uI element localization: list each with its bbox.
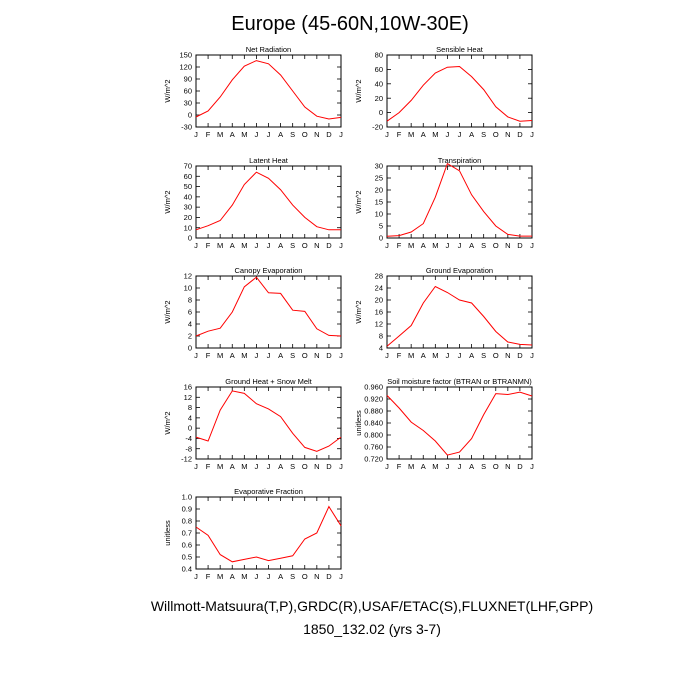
x-tick-label: J [254, 351, 259, 360]
y-tick-label: 10 [183, 283, 192, 293]
panel-title: Evaporative Fraction [234, 487, 303, 496]
x-tick-label: J [254, 572, 259, 581]
panel-title: Transpiration [437, 156, 482, 165]
panel-grid [163, 45, 534, 581]
y-tick-label: 0.760 [364, 442, 383, 452]
series-line [387, 164, 532, 237]
y-tick-label: 0.5 [181, 552, 192, 562]
panel-title: Sensible Heat [436, 45, 483, 54]
x-tick-label: S [290, 351, 296, 360]
y-tick-label: 6 [187, 307, 192, 317]
x-tick-label: A [229, 130, 235, 139]
x-tick-label: A [229, 462, 235, 471]
x-tick-label: S [481, 130, 487, 139]
y-axis-label: W/m^2 [163, 190, 172, 214]
x-tick-label: M [408, 462, 415, 471]
x-tick-label: J [339, 462, 343, 471]
x-tick-label: J [266, 462, 271, 471]
series-line [196, 172, 341, 230]
chart-panel [354, 45, 534, 139]
y-axis-label: W/m^2 [163, 411, 172, 435]
y-tick-label: 70 [183, 161, 192, 171]
x-tick-label: O [492, 351, 499, 360]
x-tick-label: F [205, 241, 211, 250]
y-tick-label: 30 [183, 98, 192, 108]
x-tick-label: N [505, 351, 511, 360]
x-tick-label: J [266, 241, 271, 250]
y-tick-label: 0.960 [364, 382, 383, 392]
y-tick-label: 0.880 [364, 406, 383, 416]
y-tick-label: 12 [374, 319, 383, 329]
series-line [387, 67, 532, 122]
x-tick-label: J [266, 572, 271, 581]
y-tick-label: 10 [183, 223, 192, 233]
y-tick-label: 16 [183, 382, 192, 392]
y-tick-label: 0.6 [181, 540, 192, 550]
y-tick-label: 0.4 [181, 564, 192, 574]
y-tick-label: 60 [183, 171, 192, 181]
y-tick-label: 25 [374, 173, 383, 183]
x-tick-label: A [278, 241, 284, 250]
x-tick-label: F [205, 130, 211, 139]
x-tick-label: N [314, 351, 320, 360]
x-tick-label: A [420, 241, 426, 250]
y-tick-label: 1.0 [181, 492, 192, 502]
y-axis-label: unitless [354, 410, 363, 436]
chart-panel [354, 266, 534, 360]
plot-frame [387, 166, 532, 238]
x-tick-label: M [241, 241, 248, 250]
x-tick-label: S [290, 462, 296, 471]
x-tick-label: M [432, 462, 439, 471]
y-tick-label: 0.720 [364, 454, 383, 464]
y-tick-label: 80 [374, 50, 383, 60]
y-tick-label: 0.840 [364, 418, 383, 428]
plot-frame [387, 55, 532, 127]
x-tick-label: M [217, 572, 224, 581]
x-tick-label: J [530, 130, 534, 139]
x-tick-label: A [229, 351, 235, 360]
series-line [196, 277, 341, 336]
x-tick-label: J [385, 462, 389, 471]
y-tick-label: 2 [187, 331, 192, 341]
x-tick-label: J [254, 241, 259, 250]
panel-title: Ground Heat + Snow Melt [225, 377, 312, 386]
panel-title: Canopy Evaporation [234, 266, 303, 275]
x-tick-label: D [517, 351, 523, 360]
y-tick-label: 28 [374, 271, 383, 281]
x-tick-label: F [396, 241, 402, 250]
x-tick-label: D [517, 462, 523, 471]
x-tick-label: F [396, 130, 402, 139]
x-tick-label: M [432, 241, 439, 250]
x-tick-label: O [301, 351, 308, 360]
x-tick-label: J [385, 241, 389, 250]
y-tick-label: 0.7 [181, 528, 192, 538]
plot-frame [387, 276, 532, 348]
series-line [196, 61, 341, 119]
x-tick-label: O [301, 130, 308, 139]
y-tick-label: 15 [374, 197, 383, 207]
x-tick-label: D [517, 130, 523, 139]
x-tick-label: J [339, 130, 343, 139]
x-tick-label: M [408, 130, 415, 139]
x-tick-label: J [194, 572, 198, 581]
y-tick-label: 4 [378, 343, 383, 353]
x-tick-label: M [241, 572, 248, 581]
chart-panel [354, 377, 534, 471]
chart-panel [163, 45, 343, 139]
x-tick-label: N [314, 241, 320, 250]
x-tick-label: S [481, 241, 487, 250]
y-tick-label: 150 [179, 50, 192, 60]
y-tick-label: 0.800 [364, 430, 383, 440]
x-tick-label: A [420, 462, 426, 471]
panel-title: Soil moisture factor (BTRAN or BTRANMN) [387, 377, 532, 386]
y-axis-label: unitless [163, 520, 172, 546]
x-tick-label: J [339, 572, 343, 581]
chart-panel [163, 487, 343, 581]
x-tick-label: M [217, 351, 224, 360]
x-tick-label: N [314, 130, 320, 139]
x-tick-label: J [266, 351, 271, 360]
series-line [387, 287, 532, 347]
x-tick-label: A [229, 241, 235, 250]
x-tick-label: F [205, 351, 211, 360]
x-tick-label: J [530, 241, 534, 250]
x-tick-label: J [254, 130, 259, 139]
x-tick-label: J [445, 462, 450, 471]
y-tick-label: 20 [374, 295, 383, 305]
plot-frame [387, 387, 532, 459]
y-tick-label: 0 [187, 233, 192, 243]
y-tick-label: 60 [183, 86, 192, 96]
x-tick-label: D [326, 351, 332, 360]
y-tick-label: 20 [374, 93, 383, 103]
y-tick-label: 16 [374, 307, 383, 317]
x-tick-label: J [385, 130, 389, 139]
x-tick-label: F [205, 462, 211, 471]
x-tick-label: S [290, 241, 296, 250]
x-tick-label: J [457, 130, 462, 139]
x-tick-label: A [420, 130, 426, 139]
x-tick-label: N [505, 130, 511, 139]
chart-panel [163, 266, 343, 360]
y-axis-label: W/m^2 [163, 79, 172, 103]
x-tick-label: J [254, 462, 259, 471]
chart-panel [163, 156, 343, 250]
y-tick-label: -30 [181, 122, 192, 132]
x-tick-label: S [481, 462, 487, 471]
x-tick-label: J [445, 241, 450, 250]
x-tick-label: S [290, 130, 296, 139]
y-tick-label: 0.9 [181, 504, 192, 514]
panel-title: Latent Heat [249, 156, 288, 165]
x-tick-label: O [492, 130, 499, 139]
y-tick-label: 5 [378, 221, 383, 231]
x-tick-label: J [266, 130, 271, 139]
y-tick-label: 12 [183, 392, 192, 402]
x-tick-label: A [469, 241, 475, 250]
y-tick-label: 10 [374, 209, 383, 219]
x-tick-label: A [420, 351, 426, 360]
y-tick-label: 30 [183, 202, 192, 212]
y-tick-label: 0 [187, 110, 192, 120]
x-tick-label: F [396, 462, 402, 471]
x-tick-label: A [469, 130, 475, 139]
x-tick-label: O [492, 462, 499, 471]
plot-frame [196, 276, 341, 348]
x-tick-label: J [457, 462, 462, 471]
y-tick-label: 4 [187, 319, 192, 329]
x-tick-label: A [278, 130, 284, 139]
x-tick-label: F [205, 572, 211, 581]
series-line [387, 392, 532, 455]
y-axis-label: W/m^2 [354, 190, 363, 214]
x-tick-label: J [194, 351, 198, 360]
x-tick-label: M [432, 130, 439, 139]
x-tick-label: M [241, 130, 248, 139]
y-tick-label: -4 [185, 434, 192, 444]
x-tick-label: M [217, 241, 224, 250]
y-tick-label: 120 [179, 62, 192, 72]
y-tick-label: 4 [187, 413, 192, 423]
x-tick-label: S [481, 351, 487, 360]
x-tick-label: A [278, 462, 284, 471]
x-tick-label: A [278, 572, 284, 581]
x-tick-label: M [217, 130, 224, 139]
x-tick-label: J [194, 241, 198, 250]
x-tick-label: D [326, 572, 332, 581]
series-line [196, 391, 341, 451]
x-tick-label: D [326, 462, 332, 471]
y-tick-label: 90 [183, 74, 192, 84]
y-tick-label: 20 [374, 185, 383, 195]
x-tick-label: J [194, 462, 198, 471]
y-tick-label: 24 [374, 283, 383, 293]
x-tick-label: O [301, 241, 308, 250]
y-tick-label: 12 [183, 271, 192, 281]
page-title: Europe (45-60N,10W-30E) [231, 13, 469, 35]
x-tick-label: M [432, 351, 439, 360]
y-tick-label: 20 [183, 213, 192, 223]
x-tick-label: N [505, 241, 511, 250]
y-tick-label: -12 [181, 454, 192, 464]
x-tick-label: J [530, 351, 534, 360]
x-tick-label: J [385, 351, 389, 360]
x-tick-label: J [457, 241, 462, 250]
x-tick-label: J [530, 462, 534, 471]
x-tick-label: D [517, 241, 523, 250]
panel-title: Net Radiation [245, 45, 292, 54]
plot-frame [196, 497, 341, 569]
x-tick-label: O [492, 241, 499, 250]
panel-title: Ground Evaporation [425, 266, 494, 275]
x-tick-label: A [469, 462, 475, 471]
x-tick-label: N [505, 462, 511, 471]
chart-panel [354, 156, 534, 250]
x-tick-label: M [241, 351, 248, 360]
y-tick-label: 50 [183, 182, 192, 192]
y-tick-label: 60 [374, 65, 383, 74]
y-tick-label: 0.8 [181, 516, 192, 526]
x-tick-label: M [217, 462, 224, 471]
y-tick-label: 0 [187, 423, 192, 433]
chart-panel [163, 377, 343, 471]
x-tick-label: S [290, 572, 296, 581]
x-tick-label: J [445, 130, 450, 139]
x-tick-label: N [314, 572, 320, 581]
y-tick-label: 0 [378, 108, 383, 118]
footer-case: 1850_132.02 (yrs 3-7) [303, 621, 441, 637]
y-tick-label: 30 [374, 161, 383, 171]
x-tick-label: J [339, 351, 343, 360]
y-tick-label: -20 [372, 122, 383, 132]
x-tick-label: O [301, 572, 308, 581]
x-tick-label: F [396, 351, 402, 360]
x-tick-label: J [457, 351, 462, 360]
y-axis-label: W/m^2 [354, 79, 363, 103]
y-tick-label: 8 [187, 295, 192, 305]
y-tick-label: -8 [185, 444, 192, 454]
plot-frame [196, 55, 341, 127]
x-tick-label: D [326, 241, 332, 250]
y-tick-label: 0 [187, 343, 192, 353]
x-tick-label: M [408, 241, 415, 250]
y-tick-label: 8 [187, 403, 192, 413]
x-tick-label: O [301, 462, 308, 471]
y-axis-label: W/m^2 [163, 300, 172, 324]
x-tick-label: A [469, 351, 475, 360]
x-tick-label: J [194, 130, 198, 139]
x-tick-label: M [241, 462, 248, 471]
x-tick-label: J [339, 241, 343, 250]
x-tick-label: A [278, 351, 284, 360]
y-tick-label: 0.920 [364, 394, 383, 404]
x-tick-label: D [326, 130, 332, 139]
x-tick-label: J [445, 351, 450, 360]
y-axis-label: W/m^2 [354, 300, 363, 324]
series-line [196, 507, 341, 562]
x-tick-label: A [229, 572, 235, 581]
x-tick-label: M [408, 351, 415, 360]
y-tick-label: 0 [378, 233, 383, 243]
y-tick-label: 40 [374, 79, 383, 89]
y-tick-label: 8 [378, 331, 383, 341]
x-tick-label: N [314, 462, 320, 471]
y-tick-label: 40 [183, 192, 192, 202]
footer-sources: Willmott-Matsuura(T,P),GRDC(R),USAF/ETAC(S),FLUXNET(LHF,GPP) [150, 598, 594, 614]
plot-frame [196, 387, 341, 459]
